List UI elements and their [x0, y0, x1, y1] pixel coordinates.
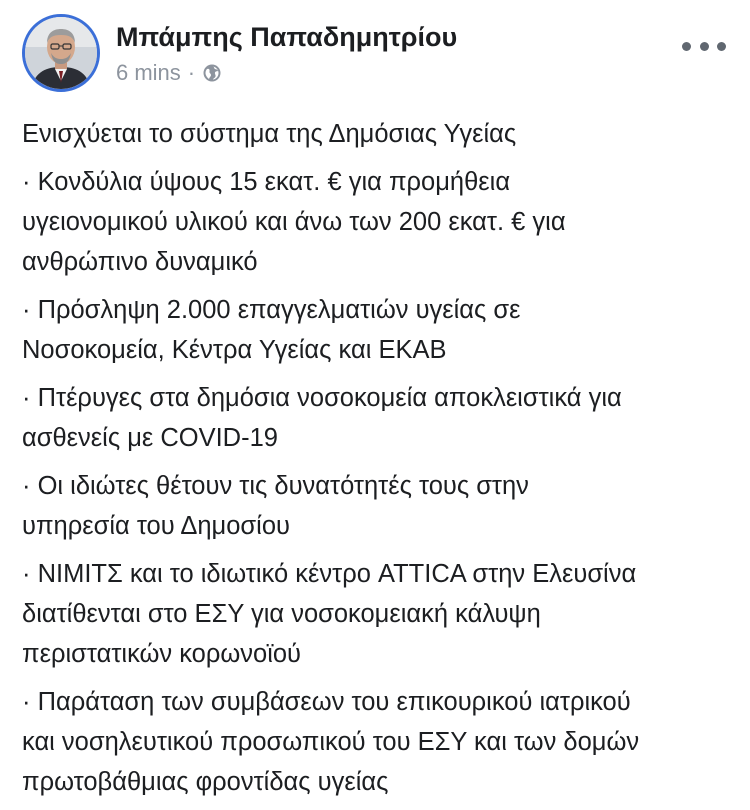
- bullet-item: [22, 290, 732, 370]
- post-meta: [116, 60, 222, 86]
- bullet-line: · Πτέρυγες στα δημόσια νοσοκομεία αποκλειστικά για: [22, 384, 622, 412]
- bullet-item: [22, 378, 732, 458]
- post-header: [22, 14, 732, 100]
- post-heading: [22, 114, 732, 154]
- bullet-item: [22, 466, 732, 546]
- author-name[interactable]: Μπάμπης Παπαδημητρίου: [116, 22, 458, 52]
- bullet-line: · Παράταση των συμβάσεων του επικουρικού ιατρικού: [22, 688, 631, 716]
- more-options-icon[interactable]: [682, 38, 726, 54]
- globe-icon[interactable]: [202, 63, 222, 83]
- bullet-line: υπηρεσία του Δημοσίου: [22, 512, 290, 540]
- bullet-line: · ΝΙΜΙΤΣ και το ιδιωτικό κέντρο ATTICA στην Ελευσίνα: [22, 560, 637, 588]
- bullet-item: [22, 682, 732, 802]
- avatar[interactable]: [22, 14, 100, 92]
- bullet-line: ασθενείς με COVID-19: [22, 424, 278, 452]
- more-dot: [682, 42, 691, 51]
- bullet-line: και νοσηλευτικού προσωπικού του ΕΣΥ και των δομών: [22, 728, 640, 756]
- more-dot: [700, 42, 709, 51]
- bullet-line: · Πρόσληψη 2.000 επαγγελματιών υγείας σε: [22, 296, 521, 324]
- bullet-line: πρωτοβάθμιας φροντίδας υγείας: [22, 768, 389, 796]
- bullet-line: υγειονομικού υλικού και άνω των 200 εκατ. € για: [22, 208, 566, 236]
- bullet-line: · Οι ιδιώτες θέτουν τις δυνατότητές τους στην: [22, 472, 529, 500]
- post-body: [22, 114, 732, 810]
- bullet-line: · Κονδύλια ύψους 15 εκατ. € για προμήθεια: [22, 168, 511, 196]
- bullet-item: [22, 162, 732, 282]
- bullet-line: Νοσοκομεία, Κέντρα Υγείας και ΕΚΑΒ: [22, 336, 447, 364]
- avatar-photo: [25, 17, 97, 89]
- meta-separator: ·: [187, 60, 196, 85]
- bullet-line: περιστατικών κορωνοϊού: [22, 640, 302, 668]
- more-dot: [717, 42, 726, 51]
- post-timestamp[interactable]: 6 mins: [116, 60, 181, 85]
- bullet-line: διατίθενται στο ΕΣΥ για νοσοκομειακή κάλυψη: [22, 600, 541, 628]
- heading-line: Ενισχύεται το σύστημα της Δημόσιας Υγείας: [22, 120, 517, 148]
- bullet-item: [22, 554, 732, 674]
- bullet-line: ανθρώπινο δυναμικό: [22, 248, 258, 276]
